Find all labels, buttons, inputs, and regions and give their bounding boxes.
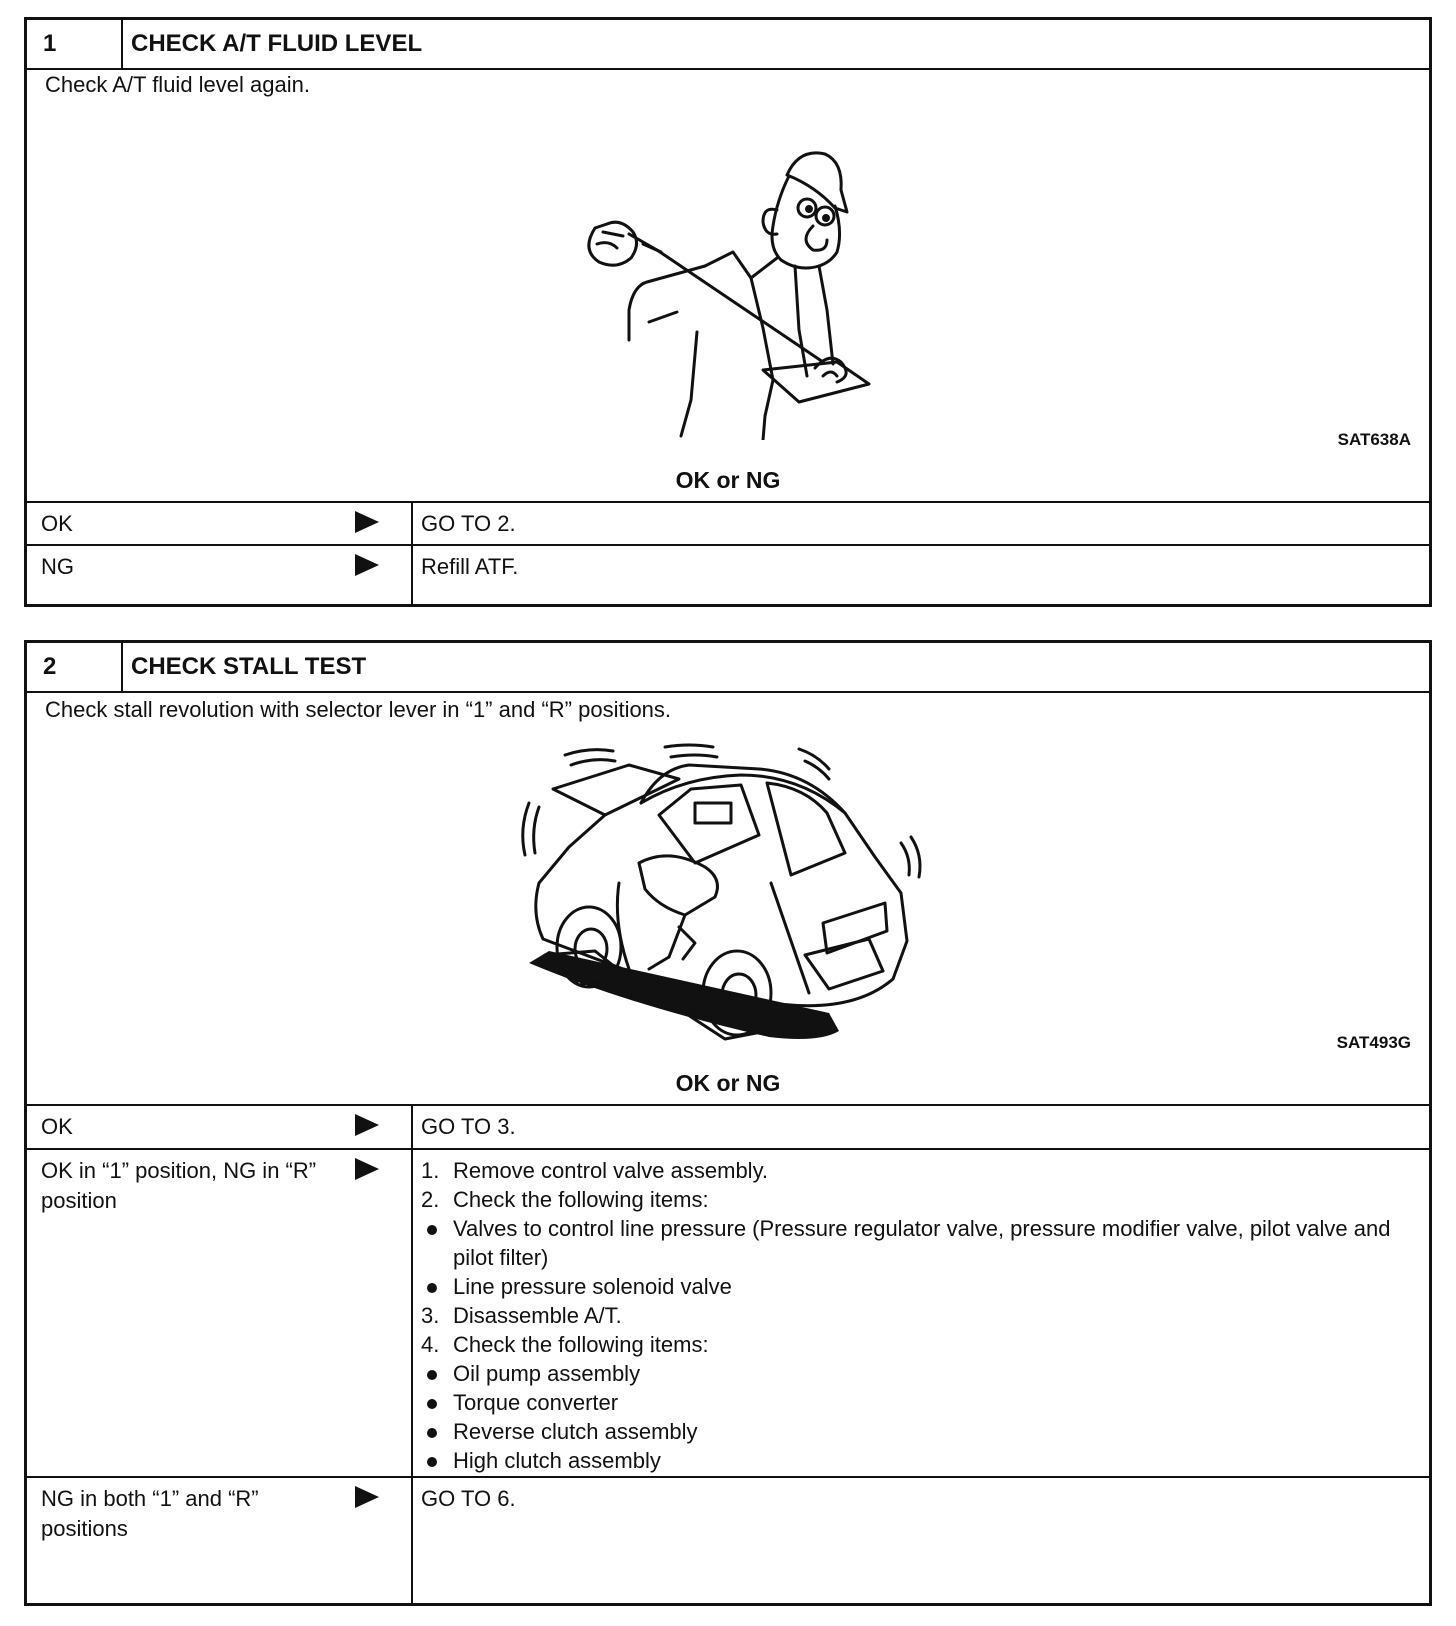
item-text: Reverse clutch assembly — [453, 1419, 698, 1444]
outcome-condition: NG — [41, 554, 74, 579]
column-divider — [411, 1106, 413, 1148]
item-text: Check the following items: — [453, 1332, 709, 1357]
car-stall-test-illustration — [509, 743, 929, 1043]
step-title: CHECK A/T FLUID LEVEL — [131, 30, 423, 57]
step-number: 2 — [27, 643, 123, 691]
arrow-right-icon — [355, 511, 379, 533]
outcome-result: GO TO 2. — [421, 511, 516, 536]
column-divider — [411, 503, 413, 544]
bullet-icon — [427, 1283, 437, 1293]
figure-code: SAT638A — [1337, 430, 1411, 449]
arrow-right-icon — [355, 1486, 379, 1508]
item-text: Remove control valve assembly. — [453, 1158, 769, 1183]
numbered-item — [421, 1301, 1415, 1330]
outcome-row — [27, 544, 1429, 604]
item-text: Valves to control line pressure (Pressure regulator valve, pressure modifier valve, pilot valve and pilot filter) — [453, 1216, 1391, 1270]
item-number: 2. — [421, 1187, 440, 1212]
outcome-row — [27, 1476, 1429, 1603]
numbered-item — [421, 1185, 1415, 1214]
item-text: Line pressure solenoid valve — [453, 1274, 732, 1299]
arrow-right-icon — [355, 1158, 379, 1180]
outcome-row — [27, 1148, 1429, 1476]
bullet-item — [421, 1214, 1415, 1272]
decision-label: OK or NG — [675, 1070, 781, 1096]
step-title: CHECK STALL TEST — [131, 653, 367, 680]
arrow-right-icon — [355, 554, 379, 576]
bullet-icon — [427, 1370, 437, 1380]
item-number: 3. — [421, 1303, 440, 1328]
column-divider — [411, 1150, 413, 1476]
outcome-condition: NG in both “1” and “R” positions — [41, 1486, 259, 1541]
step-instruction: Check A/T fluid level again. — [45, 72, 310, 97]
outcome-result: Refill ATF. — [421, 554, 519, 579]
outcome-result: GO TO 3. — [421, 1114, 516, 1139]
outcome-condition: OK — [41, 511, 73, 536]
bullet-item — [421, 1359, 1415, 1388]
step-1-header — [27, 20, 1429, 70]
bullet-icon — [427, 1225, 437, 1235]
step-number: 1 — [27, 20, 123, 68]
item-number: 4. — [421, 1332, 440, 1357]
bullet-item — [421, 1417, 1415, 1446]
bullet-icon — [427, 1428, 437, 1438]
outcome-result-list — [421, 1156, 1415, 1475]
bullet-item — [421, 1446, 1415, 1475]
bullet-icon — [427, 1457, 437, 1467]
step-2-header — [27, 643, 1429, 693]
bullet-item — [421, 1272, 1415, 1301]
decision-label: OK or NG — [675, 467, 781, 493]
column-divider — [411, 546, 413, 604]
arrow-right-icon — [355, 1114, 379, 1136]
item-number: 1. — [421, 1158, 440, 1183]
item-text: Disassemble A/T. — [453, 1303, 622, 1328]
bullet-icon — [427, 1399, 437, 1409]
outcome-row — [27, 1104, 1429, 1148]
step-1-block — [24, 17, 1432, 607]
step-instruction: Check stall revolution with selector lever in “1” and “R” positions. — [45, 697, 672, 722]
figure-code: SAT493G — [1336, 1033, 1411, 1052]
outcome-condition: OK — [41, 1114, 73, 1139]
numbered-item — [421, 1156, 1415, 1185]
mechanic-checking-dipstick-illustration — [537, 140, 877, 440]
outcome-row — [27, 501, 1429, 544]
check-items-list — [421, 1156, 1415, 1475]
outcome-result: GO TO 6. — [421, 1486, 516, 1511]
item-text: Torque converter — [453, 1390, 619, 1415]
item-text: Oil pump assembly — [453, 1361, 641, 1386]
item-text: Check the following items: — [453, 1187, 709, 1212]
step-2-block — [24, 640, 1432, 1606]
outcome-condition: OK in “1” position, NG in “R” position — [41, 1158, 317, 1213]
column-divider — [411, 1478, 413, 1603]
item-text: High clutch assembly — [453, 1448, 661, 1473]
numbered-item — [421, 1330, 1415, 1359]
bullet-item — [421, 1388, 1415, 1417]
